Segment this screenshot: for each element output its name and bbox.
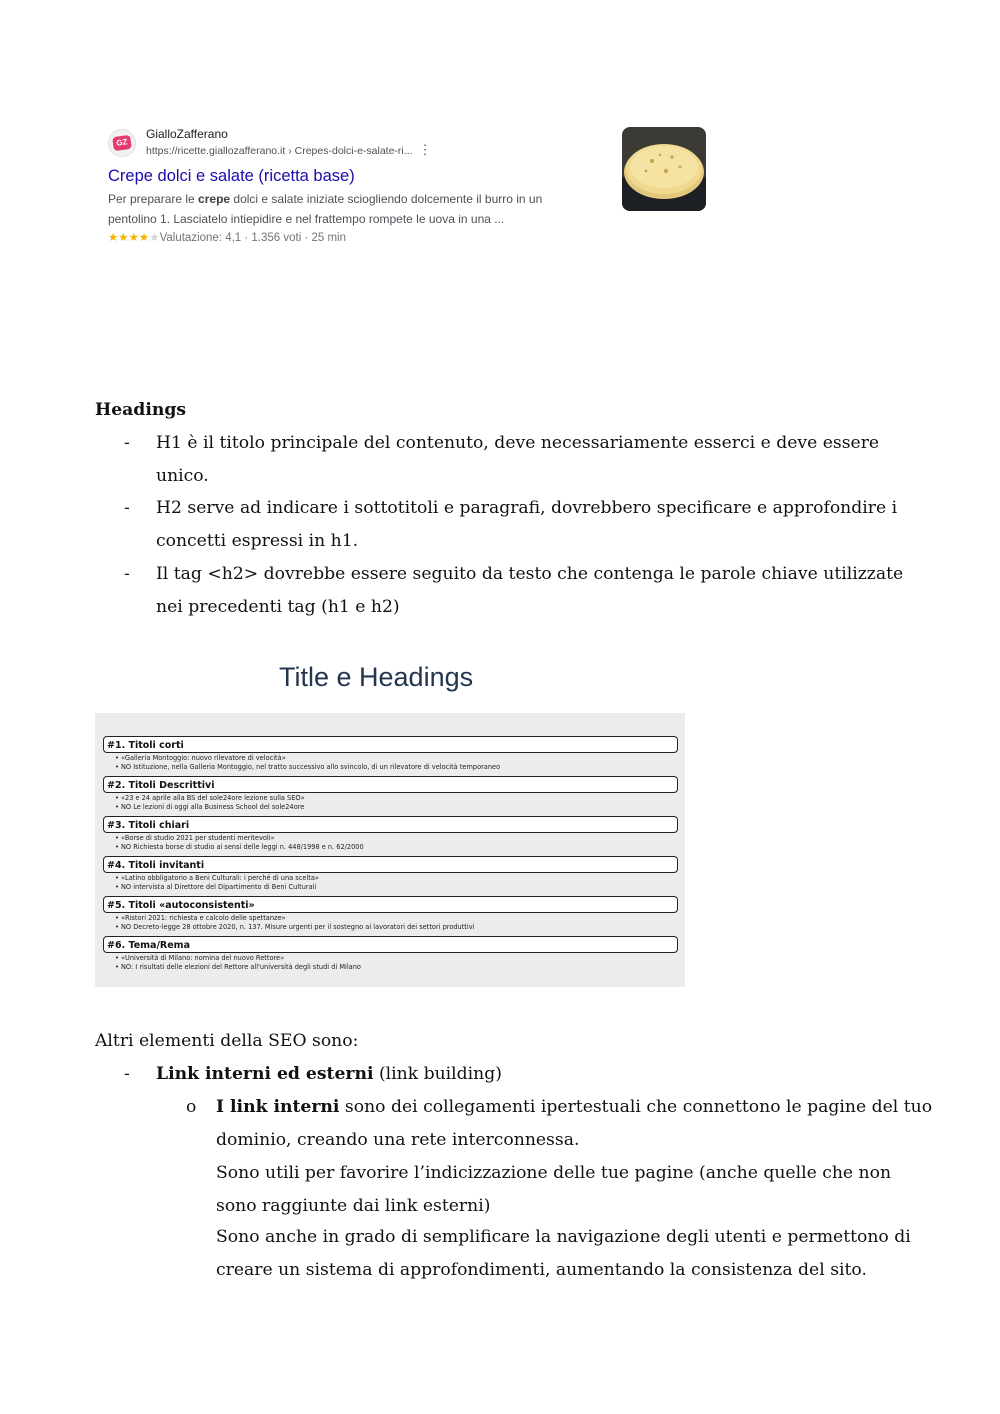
seo-intro: Altri elementi della SEO sono:: [95, 1031, 359, 1051]
site-url-text[interactable]: https://ricette.giallozafferano.it › Crepes-dolci-e-salate-ri...: [146, 145, 413, 157]
snippet-bold: crepe: [198, 192, 231, 206]
snippet-pre: Per preparare le: [108, 192, 199, 206]
slide-title: Title e Headings: [279, 662, 474, 692]
heading-bullet-1: H1 è il titolo principale del contenuto, deve necessariamente esserci e deve essere unico.: [156, 433, 880, 486]
site-url[interactable]: [146, 142, 432, 159]
seo-bullet-links: [156, 1058, 926, 1091]
slide-line: • «Università di Milano: nomina del nuovo Rettore»: [115, 954, 285, 962]
internal-links-paragraph-3: Sono anche in grado di semplificare la navigazione degli utenti e permettono di creare un sistema di approfondimenti, aumentando la consistenza del sito.: [216, 1227, 911, 1280]
sub-bullet-marker: o: [186, 1097, 197, 1117]
internal-links-paragraph: [216, 1091, 936, 1157]
site-name[interactable]: GialloZafferano: [146, 127, 228, 141]
slide-image: [95, 713, 685, 987]
slide-line: • NO intervista al Direttore del Dipartimento di Beni Culturali: [115, 883, 317, 891]
section-heading: Headings: [95, 400, 187, 420]
internal-links-paragraph-2: Sono utili per favorire l’indicizzazione delle tue pagine (anche quelle che non sono raggiunte dai link esterni): [216, 1163, 892, 1216]
search-result-header: [108, 126, 708, 159]
slide-line: • «Galleria Montoggio: nuovo rilevatore di velocità»: [115, 754, 286, 762]
site-favicon-icon: [108, 129, 136, 157]
search-result-snippet: [108, 189, 588, 229]
bullet-dash: -: [124, 433, 130, 453]
bullet-dash: -: [124, 1064, 130, 1084]
slide-section-label: #2. Titoli Descrittivi: [103, 776, 678, 793]
crepe-thumbnail-image[interactable]: [622, 127, 706, 211]
more-options-icon[interactable]: ⋮: [418, 142, 432, 157]
slide-line: • «23 e 24 aprile alla BS del sole24ore lezione sulla SEO»: [115, 794, 305, 802]
slide-line: • «Ristori 2021: richiesta e calcolo delle spettanze»: [115, 914, 286, 922]
slide-line: • NO Richiesta borse di studio ai sensi delle leggi n. 448/1998 e n. 62/2000: [115, 843, 364, 851]
slide-line: • «Latino obbligatorio a Beni Culturali: i perché di una scelta»: [115, 874, 319, 882]
rating-text: Valutazione: 4,1 · 1.356 voti · 25 min: [159, 232, 347, 244]
slide-line: • «Borse di studio 2021 per studenti meritevoli»: [115, 834, 275, 842]
internal-links-text: sono dei collegamenti ipertestuali che connettono le pagine del tuo dominio, creando una rete interconnessa.: [216, 1097, 933, 1150]
favicon-text: GZ: [112, 134, 132, 150]
slide-section-label: #6. Tema/Rema: [103, 936, 678, 953]
snippet-post: dolci e salate iniziate sciogliendo dolcemente il burro in un pentolino 1. Lasciatelo intiepidire e nel frattempo rompete le uova in una ...: [108, 192, 543, 226]
internal-links-bold: I link interni: [216, 1097, 340, 1117]
bullet-dash: -: [124, 498, 130, 518]
search-result-card: [108, 126, 708, 247]
slide-line: • NO Le lezioni di oggi alla Business School del sole24ore: [115, 803, 305, 811]
slide-line: • NO: I risultati delle elezioni del Rettore all'università degli studi di Milano: [115, 963, 361, 971]
star-rating-icon: ★★★★: [108, 232, 150, 244]
slide-section-label: #5. Titoli «autoconsistenti»: [103, 896, 678, 913]
star-empty-icon: ★: [149, 232, 160, 244]
slide-line: • NO Istituzione, nella Galleria Montoggio, nel tratto successivo allo svincolo, di un rilevatore di velocità temporaneo: [115, 763, 501, 771]
heading-bullet-2: H2 serve ad indicare i sottotitoli e paragrafi, dovrebbero specificare e approfondire i concetti espressi in h1.: [156, 498, 898, 551]
slide-section-label: #1. Titoli corti: [103, 736, 678, 753]
slide-section-label: #4. Titoli invitanti: [103, 856, 678, 873]
search-result-title[interactable]: Crepe dolci e salate (ricetta base): [108, 167, 355, 185]
slide-line: • NO Decreto-legge 28 ottobre 2020, n. 137. Misure urgenti per il sostegno ai lavoratori dei settori produttivi: [115, 923, 475, 931]
heading-bullet-3: Il tag <h2> dovrebbe essere seguito da testo che contenga le parole chiave utilizzate nei precedenti tag (h1 e h2): [156, 564, 904, 617]
rating-row: [108, 229, 708, 247]
seo-bullet-bold: Link interni ed esterni: [156, 1064, 374, 1084]
bullet-dash: -: [124, 564, 130, 584]
slide-section-label: #3. Titoli chiari: [103, 816, 678, 833]
seo-bullet-rest: (link building): [373, 1064, 502, 1084]
